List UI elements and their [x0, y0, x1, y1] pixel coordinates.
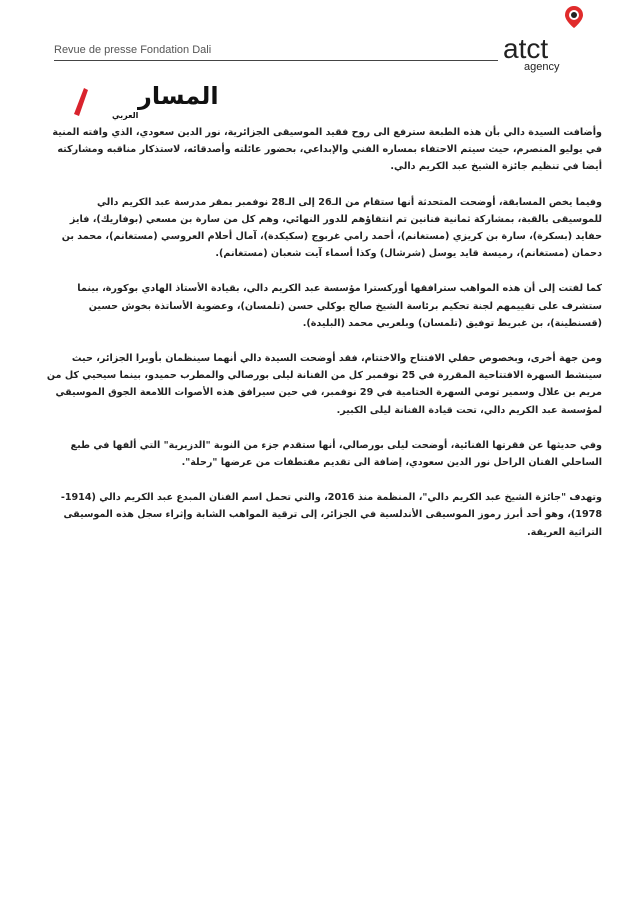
article-paragraph: وفي حديثها عن فقرتها الفنائية، أوضحت ليلى بورصالي، أنها ستقدم جزء من النوبة "الدزيرية" التي ألفها في طبع الساحلي الفنان الراحل نور الدين سعودي، إضافة الى تقديم مقتطفات من عرضها "رحلة".	[70, 439, 602, 469]
article-paragraph: وفيما يخص المسابقة، أوضحت المتحدثة أنها ستقام من الـ26 إلى الـ28 نوفمبر بمقر مدرسة عبد الكريم دالي للموسيقى بالقبة، بمشاركة ثمانية فنانين تم انتقاؤهم للدور النهائي، وهم كل من سارة بن مسعي (بوفاريك)، فايز حفايد (بسكرة)، سارة بن كريزي (مستغانم)، أحمد رامي غربوج (سكيكدة)، آمال أحلام العروسي (مستغانم)، محمد بن دحمان (مستغانم)، رميسة قايد يوسل (شرشال) وكذا أسماء آيت شعبان (مستغانم).	[61, 196, 602, 260]
article-paragraph: كما لفتت إلى أن هذه المواهب سترافقها أوركسترا مؤسسة عبد الكريم دالي، بقيادة الأستاذ الهادي بوكورة، بينما ستشرف على تقييمهم لجنة تحكيم برئاسة الشيخ صالح بوكلي حسن (تلمسان)، وعضوية الأساتذة بخوش حسين (قسنطينة)، بن غبريط توفيق (تلمسان) وبلعربي محمد (البليدة).	[77, 283, 602, 329]
header-title: Revue de presse Fondation Dali	[54, 44, 212, 56]
publication-logo-main-text: المسار	[138, 82, 219, 110]
article-paragraph: وأضافت السيدة دالي بأن هذه الطبعة سترفع الى روح فقيد الموسيقى الجزائرية، نور الدين سعودي، الذي وافته المنية في يوليو المنصرم، حيث سيتم الاحتفاء بمساره الفني والإبداعي، بحضور عائلته وأصدقائه، لاستذكار مناقبه ومشاركته أيضا في تنظيم جائزة الشيخ عبد الكريم دالي.	[52, 127, 602, 173]
agency-logo-text: agency	[524, 61, 560, 73]
publication-logo-sub-text: العربي	[112, 111, 139, 120]
header-divider	[54, 60, 498, 61]
atct-agency-logo	[498, 2, 598, 74]
location-pin-icon	[565, 6, 583, 28]
atct-logo-text: atct	[503, 33, 549, 64]
al-massar-al-arabi-logo	[44, 78, 219, 122]
article-paragraph: ومن جهة أخرى، وبخصوص حفلي الافتتاح والاختتام، فقد أوضحت السيدة دالي أنهما سينظمان بأوبرا الجزائر، حيث سينشط السهرة الافتتاحية المقررة في 25 نوفمبر كل من الفنانة ليلى بورصالي والمطرب حميدو، بينما سيحيي كل من مريم بن علال وسمير تومي السهرة الختامية في 29 نوفمبر، في حين سيرافق هذه الأصوات اللامعة الجوق الموسيقي لمؤسسة عبد الكريم دالي، تحت قيادة الفنانة ليلى الكبير.	[46, 353, 602, 416]
article-paragraph: وتهدف "جائزة الشيخ عبد الكريم دالي"، المنظمة منذ 2016، والتي تحمل اسم الفنان المبدع عبد الكريم دالي (1914- 1978)، وهو أحد أبرز رموز الموسيقى الأندلسية في الجزائر، إلى ترقية المواهب الشابة وإثراء سجل هذه الموسيقى التراثية العريقة.	[60, 492, 602, 538]
publication-logo-graphic	[44, 78, 219, 122]
logo-red-stroke	[74, 88, 88, 116]
article-body	[44, 124, 602, 559]
atct-logo-graphic	[498, 2, 598, 74]
